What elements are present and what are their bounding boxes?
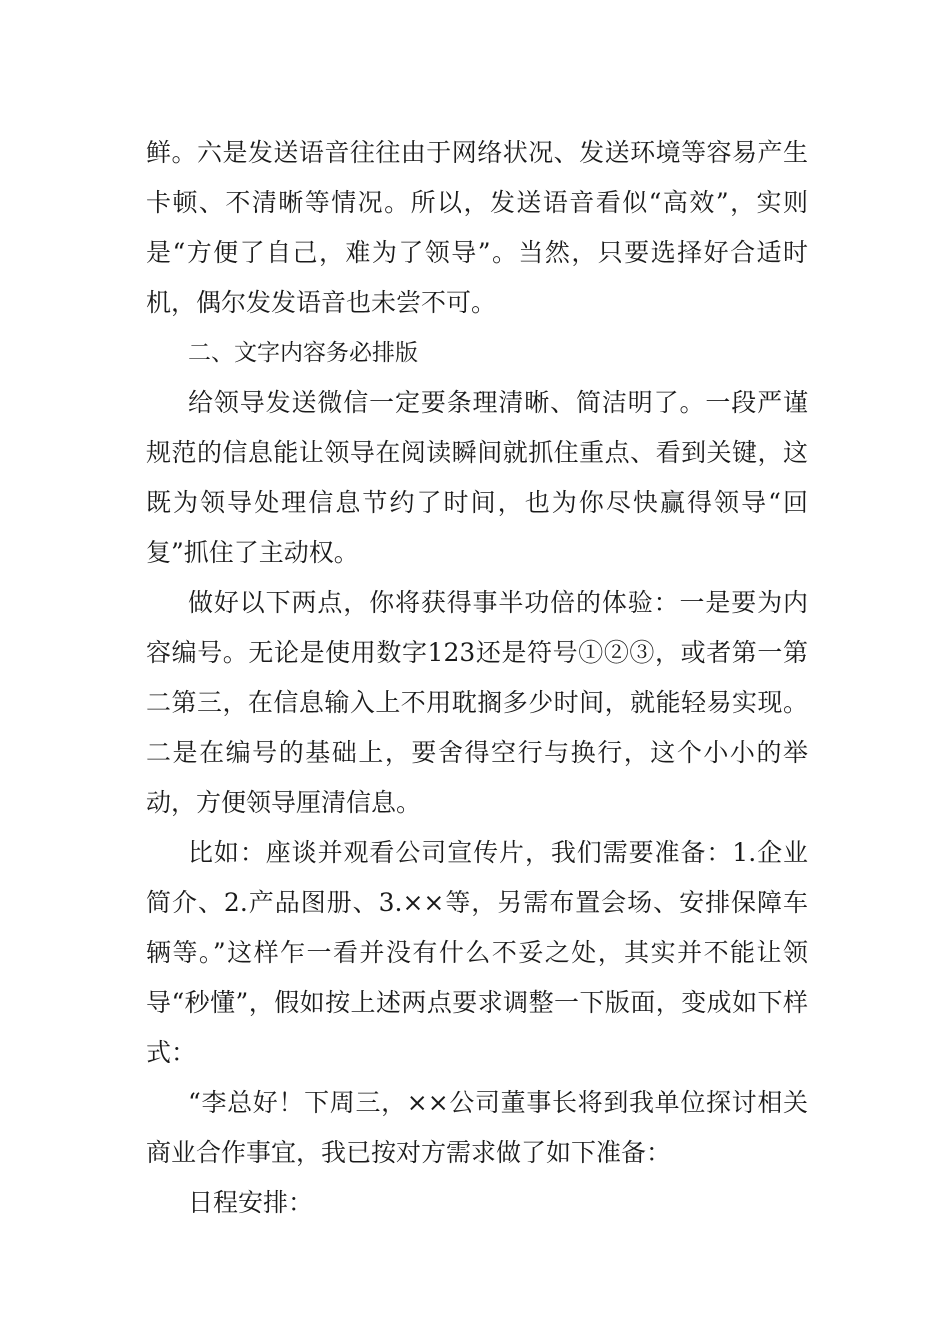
paragraph: 做好以下两点，你将获得事半功倍的体验：一是要为内容编号。无论是使用数字123还是符号①②③，或者第一第二第三，在信息输入上不用耽搁多少时间，就能轻易实现。二是在编号的基础上，要舍得空行与换行，这个小小的举动，方便领导厘清信息。 [146,588,808,817]
section-heading: 二、文字内容务必排版 [188,340,418,366]
document-body [146,128,808,1228]
paragraph: 比如：座谈并观看公司宣传片，我们需要准备：1.企业简介、2.产品图册、3.××等，另需布置会场、安排保障车辆等。”这样乍一看并没有什么不妥之处，其实并不能让领导“秒懂”，假如按上述两点要求调整一下版面，变成如下样式： [146,838,808,1067]
paragraph: 日程安排： [188,1188,314,1217]
paragraph: “李总好！下周三，××公司董事长将到我单位探讨相关商业合作事宜，我已按对方需求做了如下准备： [146,1088,808,1167]
paragraph: 给领导发送微信一定要条理清晰、简洁明了。一段严谨规范的信息能让领导在阅读瞬间就抓住重点、看到关键，这既为领导处理信息节约了时间，也为你尽快赢得领导“回复”抓住了主动权。 [146,388,808,567]
paragraph-continuation: 鲜。六是发送语音往往由于网络状况、发送环境等容易产生卡顿、不清晰等情况。所以，发送语音看似“高效”，实则是“方便了自己，难为了领导”。当然，只要选择好合适时机，偶尔发发语音也未尝不可。 [146,138,808,317]
